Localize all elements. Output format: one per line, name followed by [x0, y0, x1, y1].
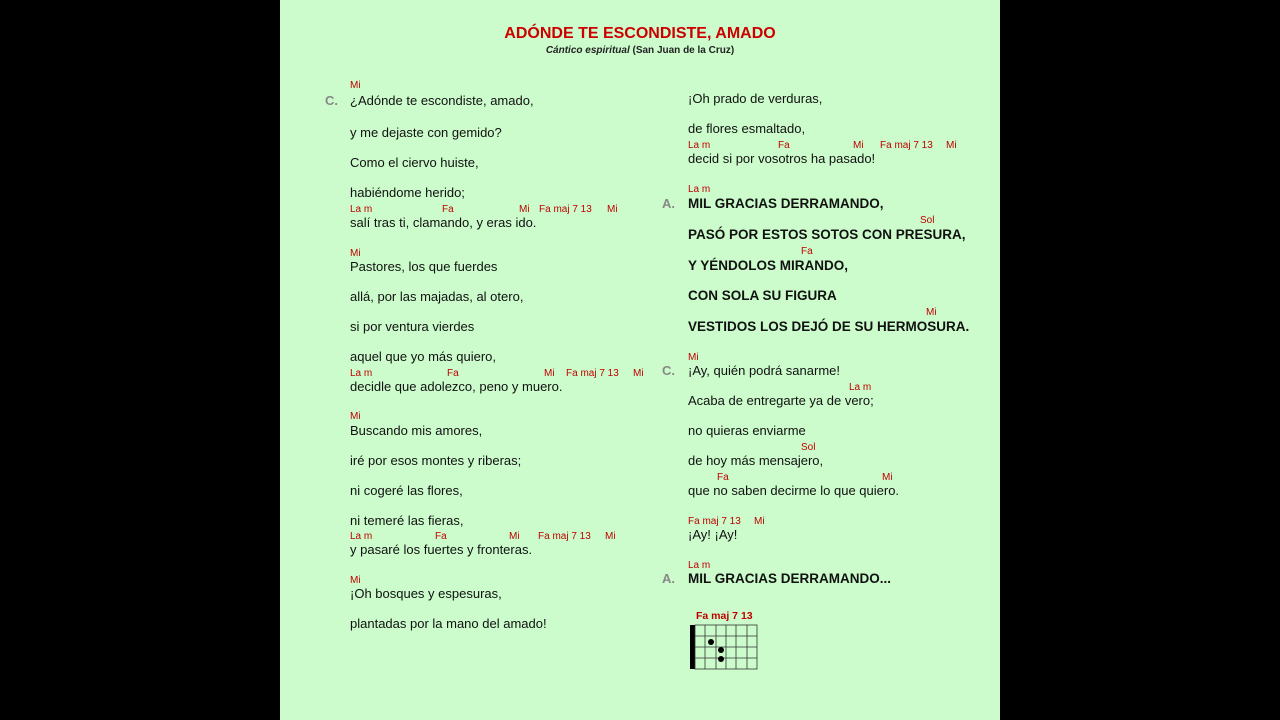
chord: Mi [350, 411, 361, 422]
lyric-line: decid si por vosotros ha pasado! [688, 151, 876, 166]
chord: Mi [544, 368, 555, 379]
chord: Fa maj 7 13 [539, 204, 592, 215]
refrain-line: MIL GRACIAS DERRAMANDO... [688, 571, 892, 586]
chord: Fa [447, 368, 459, 379]
refrain-line: CON SOLA SU FIGURA [688, 288, 837, 303]
chord: Mi [350, 80, 361, 91]
chord: Fa [778, 140, 790, 151]
chord: Mi [688, 352, 699, 363]
chord: La m [688, 140, 711, 151]
lyric-line: de hoy más mensajero, [688, 453, 824, 468]
work-title: Cántico espiritual [545, 45, 630, 56]
chord: Mi [926, 307, 937, 318]
lyric-line: no quieras enviarme [688, 423, 806, 438]
song-subtitle [280, 45, 1000, 56]
lyric-line: habiéndome herido; [350, 185, 465, 200]
chord: Sol [920, 215, 935, 226]
lyric-line: ¡Ay, quién podrá sanarme! [688, 363, 840, 378]
chord: La m [350, 368, 373, 379]
lyric-line: ni temeré las fieras, [350, 513, 464, 528]
chord: Mi [350, 575, 361, 586]
chord: La m [688, 560, 711, 571]
chord: Mi [633, 368, 644, 379]
refrain-line: MIL GRACIAS DERRAMANDO, [688, 196, 884, 211]
chord: Fa [442, 204, 454, 215]
lyric-line: Pastores, los que fuerdes [350, 259, 498, 274]
section-marker: A. [662, 196, 675, 211]
lyric-line: iré por esos montes y riberas; [350, 453, 522, 468]
lyric-line: plantadas por la mano del amado! [350, 616, 547, 631]
chord: Mi [882, 472, 893, 483]
section-marker: A. [662, 571, 675, 586]
lyric-line: Buscando mis amores, [350, 423, 483, 438]
chord: Fa maj 7 13 [880, 140, 933, 151]
lyric-line: ¡Oh bosques y espesuras, [350, 586, 502, 601]
chord: Fa [801, 246, 813, 257]
chord: La m [350, 531, 373, 542]
chord: Mi [853, 140, 864, 151]
lyric-line: y pasaré los fuertes y fronteras. [350, 542, 533, 557]
lyric-line: allá, por las majadas, al otero, [350, 289, 524, 304]
chord: Fa maj 7 13 [538, 531, 591, 542]
lyric-line: que no saben decirme lo que quiero. [688, 483, 900, 498]
refrain-line: PASÓ POR ESTOS SOTOS CON PRESURA, [688, 227, 966, 242]
lyric-line: y me dejaste con gemido? [350, 125, 502, 140]
chord: La m [350, 204, 373, 215]
chord: Mi [607, 204, 618, 215]
chord: Mi [519, 204, 530, 215]
author: (San Juan de la Cruz) [632, 45, 735, 56]
chord: Mi [946, 140, 957, 151]
lyric-line: ¿Adónde te escondiste, amado, [350, 93, 534, 108]
chord: Mi [509, 531, 520, 542]
lyric-line: Acaba de entregarte ya de vero; [688, 393, 874, 408]
lyric-line: ni cogeré las flores, [350, 483, 463, 498]
lyric-line: aquel que yo más quiero, [350, 349, 496, 364]
section-marker: C. [662, 363, 675, 378]
chord-diagram-fretboard [688, 624, 760, 672]
lyric-line: decidle que adolezco, peno y muero. [350, 379, 563, 394]
refrain-line: Y YÉNDOLOS MIRANDO, [688, 258, 849, 273]
chord: Fa [435, 531, 447, 542]
chord: Mi [350, 248, 361, 259]
chord: Mi [754, 516, 765, 527]
chord: Fa maj 7 13 [566, 368, 619, 379]
lyric-line: ¡Ay! ¡Ay! [688, 527, 738, 542]
chord: Fa maj 7 13 [688, 516, 741, 527]
section-marker: C. [325, 93, 338, 108]
chord: La m [849, 382, 872, 393]
chord: Fa [717, 472, 729, 483]
lyric-line: salí tras ti, clamando, y eras ido. [350, 215, 537, 230]
lyric-line: Como el ciervo huiste, [350, 155, 479, 170]
lyric-line: de flores esmaltado, [688, 121, 806, 136]
lyric-line: ¡Oh prado de verduras, [688, 91, 823, 106]
chord: Mi [605, 531, 616, 542]
chord: La m [688, 184, 711, 195]
lyric-line: si por ventura vierdes [350, 319, 475, 334]
chord-diagram-label: Fa maj 7 13 [696, 610, 753, 622]
chord: Sol [801, 442, 816, 453]
refrain-line: VESTIDOS LOS DEJÓ DE SU HERMOSURA. [688, 319, 970, 334]
song-title: ADÓNDE TE ESCONDISTE, AMADO [504, 25, 776, 42]
